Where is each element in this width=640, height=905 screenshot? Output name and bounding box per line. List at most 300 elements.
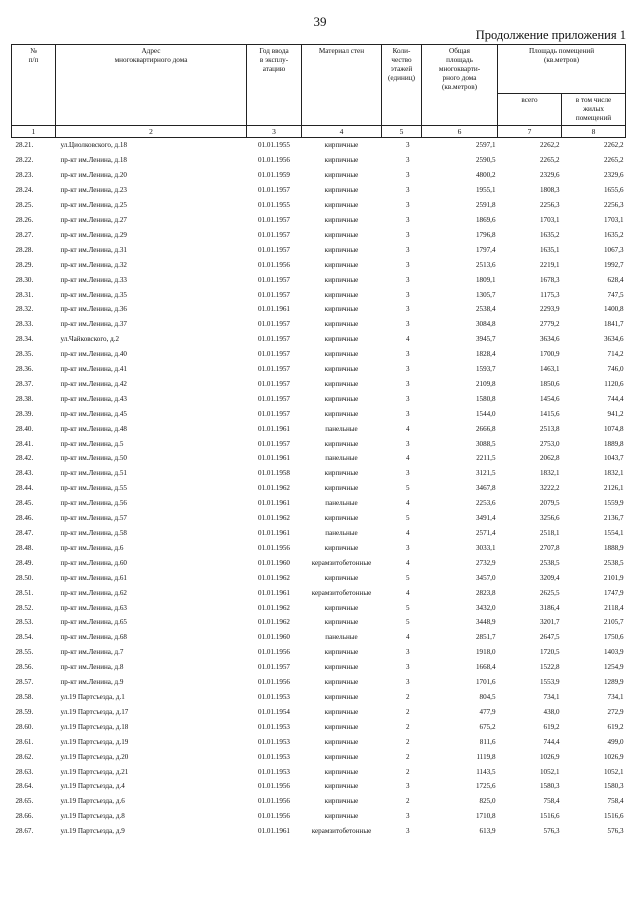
table-row	[12, 585, 626, 600]
residential-area-cell: 1832,1	[604, 469, 624, 478]
year-cell: 01.01.1961	[258, 454, 290, 463]
wall-material-cell: кирпичные	[324, 186, 359, 195]
floors-cell: 3	[405, 201, 410, 210]
floors-cell: 3	[405, 409, 410, 418]
total-area-cell: 1143,5	[476, 767, 496, 776]
table-row	[12, 421, 626, 436]
row-number: 28.43.	[15, 469, 34, 478]
header-total-area: Общая площадь многокварти- рного дома (кв.метров)	[422, 45, 498, 126]
premises-area-cell: 1703,1	[539, 215, 560, 224]
residential-area-cell: 746,0	[607, 365, 624, 374]
address-cell: пр-кт им.Ленина, д.45	[60, 409, 127, 418]
row-number: 28.51.	[15, 588, 34, 597]
premises-area-cell: 2262,2	[539, 141, 560, 150]
wall-material-cell: кирпичные	[324, 156, 359, 165]
address-cell: ул.19 Партсъезда, д.4	[60, 782, 125, 791]
residential-area-cell: 1254,9	[604, 663, 624, 672]
floors-cell: 3	[405, 543, 410, 552]
residential-area-cell: 1889,8	[604, 439, 624, 448]
year-cell: 01.01.1957	[258, 350, 290, 359]
residential-area-cell: 2126,1	[604, 484, 624, 493]
row-number: 28.65.	[15, 797, 34, 806]
row-number: 28.25.	[15, 201, 34, 210]
total-area-cell: 1544,0	[475, 409, 496, 418]
total-area-cell: 1796,8	[475, 230, 496, 239]
address-cell: пр-кт им.Ленина, д.18	[60, 156, 127, 165]
table-row	[12, 824, 626, 839]
year-cell: 01.01.1957	[258, 275, 290, 284]
table-row	[12, 809, 626, 824]
total-area-cell: 2513,6	[475, 260, 496, 269]
premises-area-cell: 3256,6	[539, 514, 560, 523]
floors-cell: 4	[405, 529, 410, 538]
row-number: 28.44.	[15, 484, 34, 493]
address-cell: пр-кт им.Ленина, д.7	[60, 648, 124, 657]
total-area-cell: 3121,5	[475, 469, 496, 478]
wall-material-cell: кирпичные	[324, 365, 359, 374]
row-number: 28.57.	[15, 678, 34, 687]
total-area-cell: 3088,5	[475, 439, 496, 448]
premises-area-cell: 3222,2	[539, 484, 560, 493]
premises-area-cell: 1415,6	[539, 409, 560, 418]
premises-area-cell: 619,2	[543, 722, 560, 731]
premises-area-cell: 1700,9	[539, 350, 560, 359]
table-row	[12, 570, 626, 585]
total-area-cell: 2732,9	[475, 558, 496, 567]
year-cell: 01.01.1956	[258, 260, 290, 269]
address-cell: пр-кт им.Ленина, д.9	[60, 678, 124, 687]
wall-material-cell: панельные	[325, 529, 358, 538]
premises-area-cell: 1516,6	[539, 812, 560, 821]
wall-material-cell: кирпичные	[324, 543, 359, 552]
wall-material-cell: кирпичные	[324, 707, 359, 716]
total-area-cell: 2666,8	[475, 424, 496, 433]
floors-cell: 5	[405, 618, 410, 627]
floors-cell: 2	[405, 767, 410, 776]
address-cell: пр-кт им.Ленина, д.41	[60, 365, 127, 374]
year-cell: 01.01.1957	[258, 394, 290, 403]
premises-area-cell: 3186,4	[539, 603, 560, 612]
total-area-cell: 1580,8	[475, 394, 496, 403]
year-cell: 01.01.1957	[258, 379, 290, 388]
row-number: 28.54.	[15, 633, 34, 642]
year-cell: 01.01.1953	[258, 752, 290, 761]
total-area-cell: 811,6	[479, 737, 496, 746]
header-address: Адрес многоквартирного дома	[56, 45, 247, 126]
total-area-cell: 2823,8	[475, 588, 496, 597]
column-number: 1	[12, 126, 56, 138]
floors-cell: 3	[405, 156, 410, 165]
address-cell: ул.19 Партсъезда, д.20	[60, 752, 129, 761]
residential-area-cell: 1841,7	[604, 320, 624, 329]
residential-area-cell: 747,5	[607, 290, 624, 299]
premises-area-cell: 1522,8	[539, 663, 560, 672]
wall-material-cell: кирпичные	[324, 514, 359, 523]
total-area-cell: 2211,5	[476, 454, 496, 463]
column-number: 8	[562, 126, 626, 138]
total-area-cell: 804,5	[479, 692, 496, 701]
wall-material-cell: кирпичные	[324, 260, 359, 269]
wall-material-cell: кирпичные	[324, 409, 359, 418]
address-cell: ул.19 Партсъезда, д.8	[60, 812, 125, 821]
address-cell: ул.19 Партсъезда, д.17	[60, 707, 129, 716]
residential-area-cell: 1888,9	[604, 543, 624, 552]
address-cell: пр-кт им.Ленина, д.20	[60, 171, 127, 180]
residential-area-cell: 1074,8	[604, 424, 624, 433]
premises-area-cell: 2647,5	[539, 633, 560, 642]
row-number: 28.36.	[15, 365, 34, 374]
premises-area-cell: 3201,7	[539, 618, 560, 627]
year-cell: 01.01.1953	[258, 722, 290, 731]
wall-material-cell: кирпичные	[324, 603, 359, 612]
year-cell: 01.01.1956	[258, 782, 290, 791]
residential-area-cell: 1992,7	[604, 260, 624, 269]
residential-area-cell: 2329,6	[604, 171, 624, 180]
residential-area-cell: 2262,2	[604, 141, 624, 150]
address-cell: пр-кт им.Ленина, д.50	[60, 454, 127, 463]
year-cell: 01.01.1957	[258, 290, 290, 299]
total-area-cell: 3945,7	[475, 335, 496, 344]
floors-cell: 2	[405, 692, 410, 701]
row-number: 28.45.	[15, 499, 34, 508]
row-number: 28.60.	[15, 722, 34, 731]
column-number: 6	[422, 126, 498, 138]
address-cell: ул.19 Партсъезда, д.21	[60, 767, 129, 776]
total-area-cell: 613,9	[479, 827, 496, 836]
floors-cell: 4	[405, 499, 410, 508]
address-cell: пр-кт им.Ленина, д.27	[60, 215, 127, 224]
premises-area-cell: 3634,6	[539, 335, 560, 344]
address-cell: пр-кт им.Ленина, д.55	[60, 484, 127, 493]
premises-area-cell: 1463,1	[539, 365, 560, 374]
row-number: 28.58.	[15, 692, 34, 701]
total-area-cell: 2571,4	[475, 529, 496, 538]
floors-cell: 3	[405, 350, 410, 359]
year-cell: 01.01.1955	[258, 201, 290, 210]
address-cell: пр-кт им.Ленина, д.42	[60, 379, 127, 388]
wall-material-cell: керамзитобетонные	[311, 588, 372, 597]
year-cell: 01.01.1958	[258, 469, 290, 478]
table-row	[12, 600, 626, 615]
table-row	[12, 764, 626, 779]
wall-material-cell: кирпичные	[324, 320, 359, 329]
row-number: 28.29.	[15, 260, 34, 269]
column-number: 5	[382, 126, 422, 138]
floors-cell: 3	[405, 812, 410, 821]
address-cell: пр-кт им.Ленина, д.62	[60, 588, 127, 597]
table-row	[12, 317, 626, 332]
header-all: всего	[498, 94, 562, 126]
row-number: 28.64.	[15, 782, 34, 791]
table-row	[12, 242, 626, 257]
total-area-cell: 1305,7	[475, 290, 496, 299]
address-cell: пр-кт им.Ленина, д.40	[60, 350, 127, 359]
residential-area-cell: 2118,4	[604, 603, 624, 612]
address-cell: пр-кт им.Ленина, д.60	[60, 558, 127, 567]
table-row	[12, 362, 626, 377]
floors-cell: 3	[405, 290, 410, 299]
residential-area-cell: 1747,9	[604, 588, 624, 597]
total-area-cell: 675,2	[479, 722, 496, 731]
year-cell: 01.01.1957	[258, 663, 290, 672]
wall-material-cell: панельные	[325, 499, 358, 508]
total-area-cell: 3432,0	[475, 603, 496, 612]
table-row	[12, 466, 626, 481]
residential-area-cell: 1516,6	[604, 812, 624, 821]
table-row	[12, 704, 626, 719]
premises-area-cell: 1553,9	[539, 678, 560, 687]
year-cell: 01.01.1953	[258, 767, 290, 776]
year-cell: 01.01.1962	[258, 603, 290, 612]
row-number: 28.55.	[15, 648, 34, 657]
row-number: 28.32.	[15, 305, 34, 314]
premises-area-cell: 576,3	[543, 827, 560, 836]
wall-material-cell: керамзитобетонные	[311, 827, 372, 836]
wall-material-cell: кирпичные	[324, 350, 359, 359]
table-row	[12, 302, 626, 317]
floors-cell: 4	[405, 558, 410, 567]
row-number: 28.37.	[15, 379, 34, 388]
residential-area-cell: 1400,8	[604, 305, 624, 314]
row-number: 28.46.	[15, 514, 34, 523]
year-cell: 01.01.1957	[258, 215, 290, 224]
year-cell: 01.01.1956	[258, 156, 290, 165]
wall-material-cell: кирпичные	[324, 305, 359, 314]
premises-area-cell: 2219,1	[539, 260, 560, 269]
total-area-cell: 2253,6	[475, 499, 496, 508]
residential-area-cell: 1043,7	[604, 454, 624, 463]
row-number: 28.24.	[15, 186, 34, 195]
address-cell: пр-кт им.Ленина, д.61	[60, 573, 127, 582]
wall-material-cell: кирпичные	[324, 245, 359, 254]
floors-cell: 3	[405, 663, 410, 672]
table-row	[12, 347, 626, 362]
table-row	[12, 511, 626, 526]
year-cell: 01.01.1961	[258, 588, 290, 597]
address-cell: ул.19 Партсъезда, д.18	[60, 722, 129, 731]
residential-area-cell: 1655,6	[604, 186, 624, 195]
wall-material-cell: кирпичные	[324, 737, 359, 746]
premises-area-cell: 2256,3	[539, 201, 560, 210]
address-cell: пр-кт им.Ленина, д.35	[60, 290, 127, 299]
year-cell: 01.01.1956	[258, 648, 290, 657]
wall-material-cell: кирпичные	[324, 812, 359, 821]
total-area-cell: 3457,0	[475, 573, 496, 582]
year-cell: 01.01.1960	[258, 633, 290, 642]
year-cell: 01.01.1959	[258, 171, 290, 180]
table-row	[12, 555, 626, 570]
table-row	[12, 690, 626, 705]
residential-area-cell: 2538,5	[604, 558, 624, 567]
floors-cell: 4	[405, 588, 410, 597]
residential-area-cell: 1067,3	[604, 245, 624, 254]
floors-cell: 5	[405, 603, 410, 612]
year-cell: 01.01.1957	[258, 409, 290, 418]
wall-material-cell: кирпичные	[324, 618, 359, 627]
premises-area-cell: 2293,9	[539, 305, 560, 314]
row-number: 28.23.	[15, 171, 34, 180]
table-row	[12, 168, 626, 183]
column-number: 4	[302, 126, 382, 138]
total-area-cell: 477,9	[479, 707, 496, 716]
wall-material-cell: кирпичные	[324, 201, 359, 210]
wall-material-cell: кирпичные	[324, 290, 359, 299]
wall-material-cell: панельные	[325, 633, 358, 642]
year-cell: 01.01.1953	[258, 737, 290, 746]
floors-cell: 2	[405, 722, 410, 731]
premises-area-cell: 1026,9	[539, 752, 560, 761]
wall-material-cell: панельные	[325, 454, 358, 463]
address-cell: пр-кт им.Ленина, д.29	[60, 230, 127, 239]
floors-cell: 3	[405, 365, 410, 374]
table-row	[12, 481, 626, 496]
wall-material-cell: кирпичные	[324, 797, 359, 806]
total-area-cell: 3448,9	[475, 618, 496, 627]
address-cell: ул.Циолковского, д.18	[60, 141, 127, 150]
premises-area-cell: 2079,5	[539, 499, 560, 508]
total-area-cell: 1809,1	[475, 275, 496, 284]
header-premises-area: Площадь помещений (кв.метров)	[498, 45, 626, 94]
premises-area-cell: 2062,8	[539, 454, 560, 463]
floors-cell: 3	[405, 141, 410, 150]
floors-cell: 3	[405, 320, 410, 329]
premises-area-cell: 1580,3	[539, 782, 560, 791]
total-area-cell: 1593,7	[475, 365, 496, 374]
wall-material-cell: кирпичные	[324, 752, 359, 761]
wall-material-cell: кирпичные	[324, 394, 359, 403]
total-area-cell: 1668,4	[475, 663, 496, 672]
table-row	[12, 183, 626, 198]
wall-material-cell: кирпичные	[324, 335, 359, 344]
total-area-cell: 2109,8	[475, 379, 496, 388]
address-cell: ул.Чайковского, д.2	[60, 335, 120, 344]
year-cell: 01.01.1960	[258, 558, 290, 567]
floors-cell: 3	[405, 215, 410, 224]
floors-cell: 2	[405, 797, 410, 806]
address-cell: ул.19 Партсъезда, д.1	[60, 692, 125, 701]
floors-cell: 3	[405, 186, 410, 195]
total-area-cell: 1119,8	[476, 752, 496, 761]
row-number: 28.52.	[15, 603, 34, 612]
row-number: 28.50.	[15, 573, 34, 582]
wall-material-cell: кирпичные	[324, 648, 359, 657]
year-cell: 01.01.1961	[258, 305, 290, 314]
residential-area-cell: 2101,9	[604, 573, 624, 582]
table-row	[12, 138, 626, 153]
year-cell: 01.01.1955	[258, 141, 290, 150]
premises-area-cell: 1808,3	[539, 186, 560, 195]
wall-material-cell: кирпичные	[324, 439, 359, 448]
wall-material-cell: кирпичные	[324, 484, 359, 493]
row-number: 28.53.	[15, 618, 34, 627]
table-row	[12, 451, 626, 466]
year-cell: 01.01.1954	[258, 707, 290, 716]
row-number: 28.67.	[15, 827, 34, 836]
address-cell: пр-кт им.Ленина, д.6	[60, 543, 124, 552]
year-cell: 01.01.1962	[258, 618, 290, 627]
residential-area-cell: 2105,7	[604, 618, 624, 627]
address-cell: ул.19 Партсъезда, д.19	[60, 737, 129, 746]
total-area-cell: 2591,8	[475, 201, 496, 210]
address-cell: пр-кт им.Ленина, д.65	[60, 618, 127, 627]
wall-material-cell: кирпичные	[324, 379, 359, 388]
floors-cell: 4	[405, 633, 410, 642]
residential-area-cell: 1403,9	[604, 648, 624, 657]
premises-area-cell: 3209,4	[539, 573, 560, 582]
table-row	[12, 227, 626, 242]
total-area-cell: 1701,6	[475, 678, 496, 687]
residential-area-cell: 272,9	[607, 707, 624, 716]
residential-area-cell: 2136,7	[604, 514, 624, 523]
row-number: 28.35.	[15, 350, 34, 359]
floors-cell: 3	[405, 230, 410, 239]
table-row	[12, 749, 626, 764]
table-row	[12, 391, 626, 406]
premises-area-cell: 1678,3	[539, 275, 560, 284]
total-area-cell: 1955,1	[475, 186, 496, 195]
premises-area-cell: 1454,6	[539, 394, 560, 403]
total-area-cell: 2538,4	[475, 305, 496, 314]
premises-area-cell: 1052,1	[539, 767, 560, 776]
floors-cell: 3	[405, 305, 410, 314]
premises-area-cell: 2538,5	[539, 558, 560, 567]
header-material: Материал стен	[302, 45, 382, 126]
address-cell: ул.19 Партсъезда, д.6	[60, 797, 125, 806]
row-number: 28.61.	[15, 737, 34, 746]
wall-material-cell: кирпичные	[324, 573, 359, 582]
address-cell: пр-кт им.Ленина, д.23	[60, 186, 127, 195]
table-row	[12, 734, 626, 749]
total-area-cell: 3467,8	[475, 484, 496, 493]
residential-area-cell: 2256,3	[604, 201, 624, 210]
total-area-cell: 1797,4	[475, 245, 496, 254]
table-row	[12, 540, 626, 555]
row-number: 28.22.	[15, 156, 34, 165]
header-residential: в том числе жилых помещений	[562, 94, 626, 126]
table-row	[12, 272, 626, 287]
row-number: 28.41.	[15, 439, 34, 448]
residential-area-cell: 1559,9	[604, 499, 624, 508]
residential-area-cell: 628,4	[607, 275, 624, 284]
address-cell: пр-кт им.Ленина, д.57	[60, 514, 127, 523]
wall-material-cell: кирпичные	[324, 663, 359, 672]
year-cell: 01.01.1957	[258, 186, 290, 195]
floors-cell: 4	[405, 424, 410, 433]
total-area-cell: 1710,8	[475, 812, 496, 821]
row-number: 28.66.	[15, 812, 34, 821]
row-number: 28.40.	[15, 424, 34, 433]
residential-area-cell: 1120,6	[604, 379, 624, 388]
address-cell: пр-кт им.Ленина, д.8	[60, 663, 124, 672]
address-cell: пр-кт им.Ленина, д.48	[60, 424, 127, 433]
premises-area-cell: 758,4	[543, 797, 560, 806]
premises-area-cell: 2265,2	[539, 156, 560, 165]
premises-area-cell: 1720,5	[539, 648, 560, 657]
table-row	[12, 719, 626, 734]
address-cell: пр-кт им.Ленина, д.25	[60, 201, 127, 210]
residential-area-cell: 1635,2	[604, 230, 624, 239]
table-row	[12, 153, 626, 168]
premises-area-cell: 2753,0	[539, 439, 560, 448]
wall-material-cell: панельные	[325, 424, 358, 433]
total-area-cell: 2590,5	[475, 156, 496, 165]
year-cell: 01.01.1962	[258, 484, 290, 493]
column-number: 2	[56, 126, 247, 138]
table-row	[12, 377, 626, 392]
address-cell: пр-кт им.Ленина, д.43	[60, 394, 127, 403]
residential-area-cell: 1289,9	[604, 678, 624, 687]
year-cell: 01.01.1957	[258, 365, 290, 374]
